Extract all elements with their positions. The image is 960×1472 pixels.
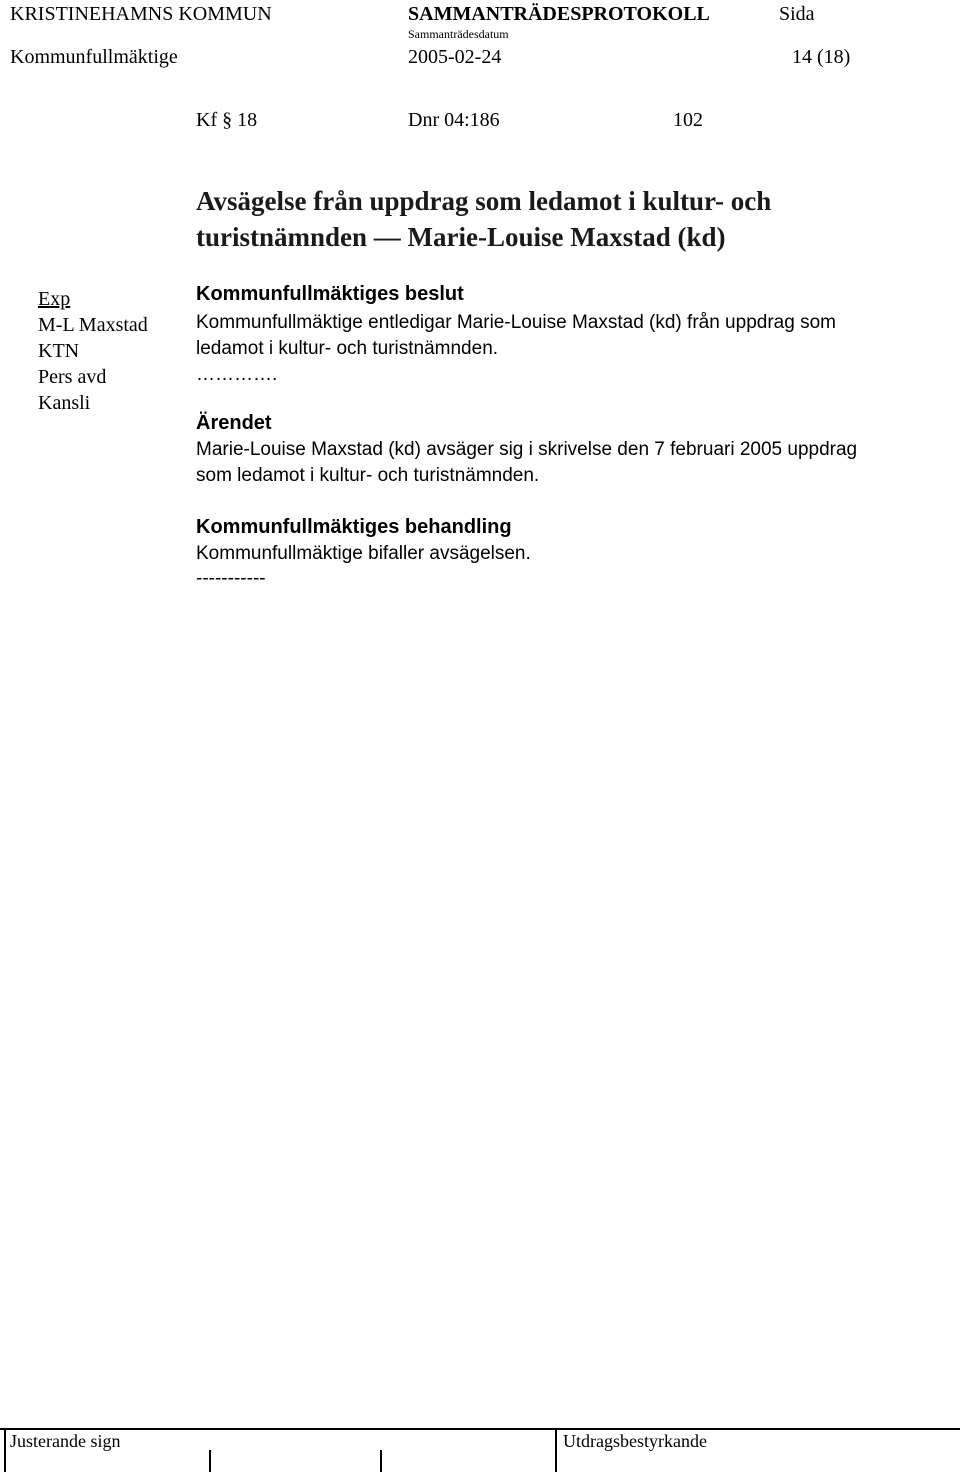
decision-text-line1: Kommunfullmäktige entledigar Marie-Louise Maxstad (kd) från uppdrag som	[196, 312, 836, 333]
date-label: Sammanträdesdatum	[408, 27, 509, 41]
decision-text-line2: ledamot i kultur- och turistnämnden.	[196, 338, 499, 359]
distribution-item: Pers avd	[38, 366, 107, 388]
distribution-list	[38, 286, 148, 416]
handling-heading: Kommunfullmäktiges behandling	[196, 516, 512, 538]
page-label: Sida	[779, 3, 815, 25]
footer-signature-box-divider	[380, 1450, 382, 1472]
footer-divider	[0, 1428, 960, 1430]
distribution-item: KTN	[38, 340, 80, 362]
dnr-ref: Dnr 04:186	[408, 109, 500, 131]
distribution-item: M-L Maxstad	[38, 314, 148, 336]
matter-text-line1: Marie-Louise Maxstad (kd) avsäger sig i skrivelse den 7 februari 2005 uppdrag	[196, 439, 858, 460]
footer-left-border	[4, 1428, 6, 1472]
meeting-body: Kommunfullmäktige	[10, 46, 178, 68]
page-title-line2: turistnämnden — Marie-Louise Maxstad (kd)	[196, 222, 726, 252]
matter-text-line2: som ledamot i kultur- och turistnämnden.	[196, 465, 540, 486]
code-ref: 102	[673, 109, 703, 131]
decision-dots: ………….	[196, 364, 278, 385]
paragraph-ref: Kf § 18	[196, 109, 258, 131]
meeting-date: 2005-02-24	[408, 46, 502, 68]
footer-column-separator	[555, 1428, 557, 1472]
distribution-heading: Exp	[38, 288, 71, 310]
decision-heading: Kommunfullmäktiges beslut	[196, 283, 464, 305]
footer-sign-label: Justerande sign	[10, 1431, 121, 1451]
handling-dashes: -----------	[196, 568, 266, 589]
page-number: 14 (18)	[792, 46, 851, 68]
municipality-name: KRISTINEHAMNS KOMMUN	[10, 3, 272, 25]
matter-heading: Ärendet	[196, 412, 272, 434]
footer-certify-label: Utdragsbestyrkande	[563, 1431, 707, 1451]
page-title-line1: Avsägelse från uppdrag som ledamot i kultur- och	[196, 186, 772, 216]
distribution-item: Kansli	[38, 392, 91, 414]
handling-text: Kommunfullmäktige bifaller avsägelsen.	[196, 543, 531, 564]
footer-signature-box-divider	[209, 1450, 211, 1472]
protocol-title: SAMMANTRÄDESPROTOKOLL	[408, 3, 710, 25]
